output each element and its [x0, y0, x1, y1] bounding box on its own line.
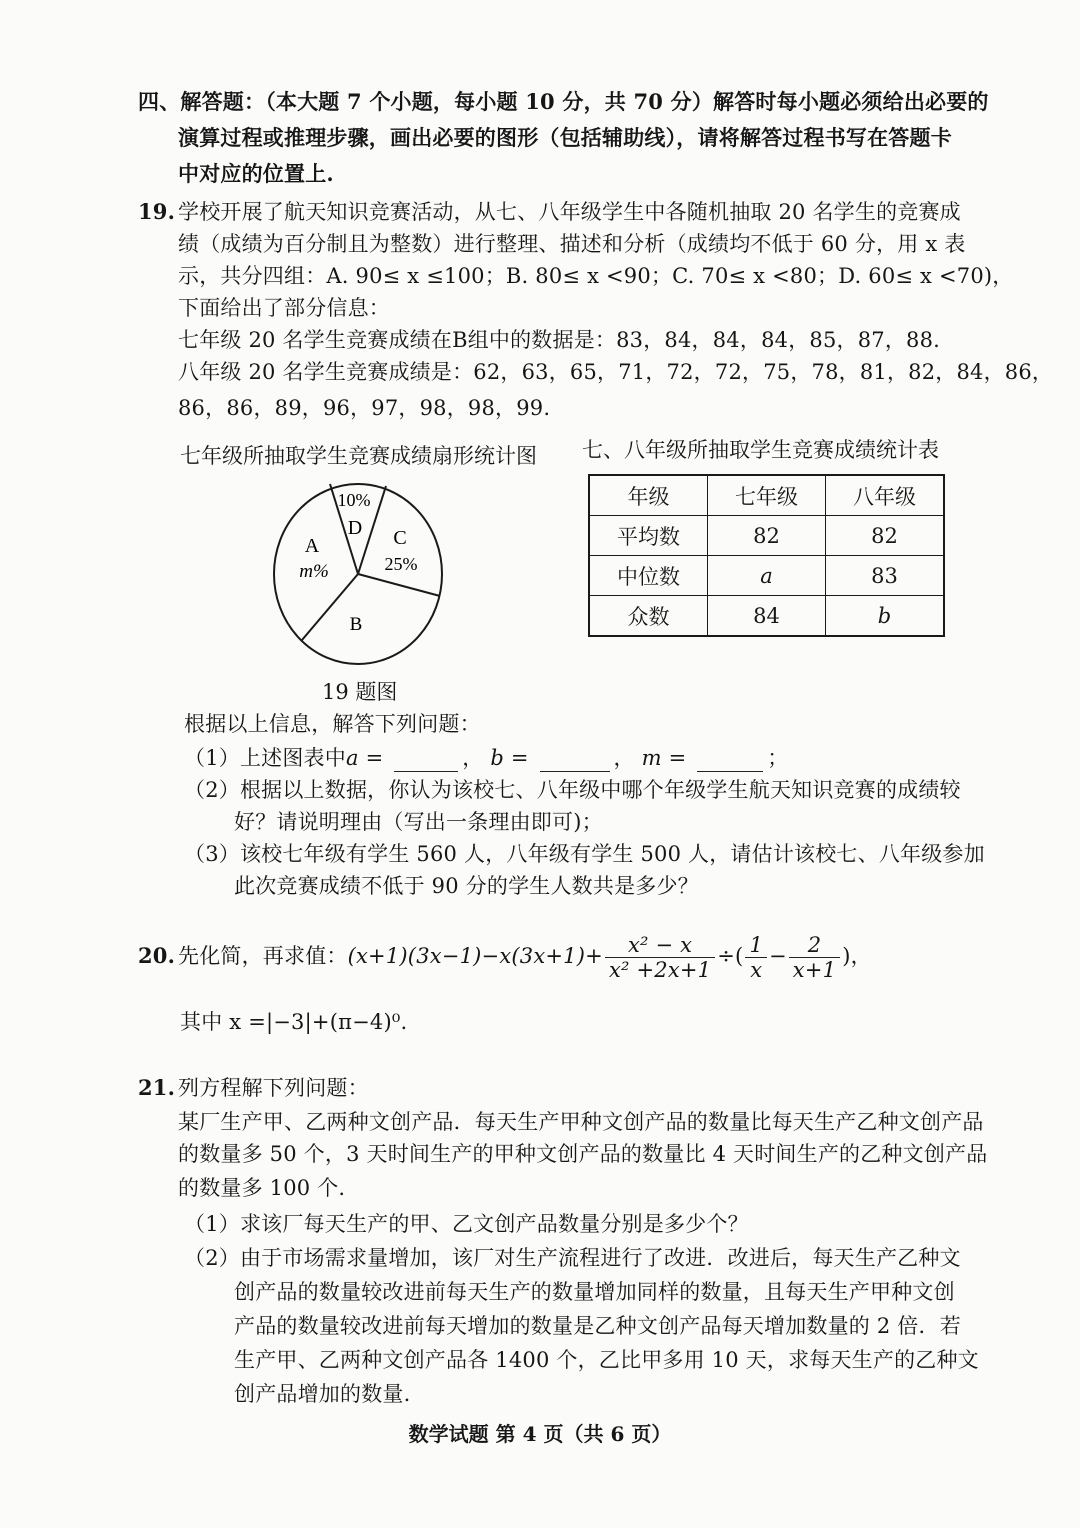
q20-line2: 其中 x =|−3|+(π−4)⁰.: [180, 1010, 408, 1034]
fraction2-denominator: x: [750, 958, 763, 982]
table-header-cell: 七年级: [708, 475, 826, 516]
q19-part3-line1: （3）该校七年级有学生 560 人，八年级有学生 500 人，请估计该校七、八年级参加: [184, 842, 985, 866]
q21-number: 21.: [138, 1075, 176, 1100]
table-cell: 82: [826, 516, 945, 556]
var-a: a: [345, 746, 359, 770]
table-cell: a: [708, 556, 826, 596]
page-footer: 数学试题 第 4 页（共 6 页）: [408, 1422, 672, 1446]
q19-line7: 86，86，89，96，97，98，98，99.: [178, 396, 551, 420]
figure-caption: 19 题图: [322, 680, 398, 704]
answer-blank-b[interactable]: [540, 751, 610, 772]
fraction1-denominator: x² +2x+1: [608, 958, 712, 982]
q19-part2-line2: 好？请说明理由（写出一条理由即可)；: [234, 810, 603, 834]
section-heading-line1: 四、解答题：（本大题 7 个小题，每小题 10 分，共 70 分）解答时每小题必须给出必要的: [138, 89, 989, 114]
answer-blank-a[interactable]: [394, 751, 458, 772]
section-heading-line2: 演算过程或推理步骤，画出必要的图形（包括辅助线），请将解答过程书写在答题卡: [178, 125, 952, 150]
pie-divider-c-b: [358, 574, 440, 596]
table-row: [589, 596, 944, 637]
stat-table-title: 七、八年级所抽取学生竞赛成绩统计表: [582, 438, 939, 462]
q19-part1-text: （1）上述图表中: [184, 746, 346, 770]
q20-division: ÷(: [717, 944, 744, 968]
q20-fraction1: [605, 933, 715, 982]
slice-c-value: 25%: [384, 554, 418, 574]
var-m: m: [641, 746, 662, 770]
q21-line1: 某厂生产甲、乙两种文创产品．每天生产甲种文创产品的数量比每天生产乙种文创产品: [178, 1110, 984, 1134]
stat-table: [588, 474, 945, 637]
q21-part2-line4: 生产甲、乙两种文创产品各 1400 个，乙比甲多用 10 天，求每天生产的乙种文: [234, 1348, 979, 1372]
slice-d-value: 10%: [337, 490, 371, 510]
q21-line2: 的数量多 50 个，3 天时间生产的甲种文创产品的数量比 4 天时间生产的乙种文创产品: [178, 1142, 988, 1166]
q19-line5: 七年级 20 名学生竞赛成绩在B组中的数据是：83，84，84，84，85，87，88.: [178, 328, 941, 352]
q19-line1: 学校开展了航天知识竞赛活动，从七、八年级学生中各随机抽取 20 名学生的竞赛成: [178, 200, 961, 224]
table-header-row: [589, 475, 944, 516]
q20-expression: [178, 920, 872, 992]
table-cell: 中位数: [589, 556, 708, 596]
q19-line4: 下面给出了部分信息：: [178, 296, 390, 320]
fraction1-numerator: x² − x: [605, 933, 715, 958]
var-b: b: [490, 746, 504, 770]
q19-number: 19.: [138, 199, 176, 224]
q19-line2: 绩（成绩为百分制且为整数）进行整理、描述和分析（成绩均不低于 60 分，用 x 表: [178, 232, 966, 256]
fraction2-numerator: 1: [745, 933, 767, 958]
slice-d-label: D: [347, 517, 363, 539]
q19-line3: 示，共分四组：A. 90≤ x ≤100；B. 80≤ x <90；C. 70≤ x <80；D. 60≤ x <70)，: [178, 264, 1014, 288]
slice-b-label: B: [349, 614, 363, 635]
table-row: [589, 516, 944, 556]
table-row: [589, 556, 944, 596]
pie-chart: [262, 472, 452, 668]
q21-part2-line3: 产品的数量较改进前每天增加的数量是乙种文创产品每天增加数量的 2 倍．若: [234, 1314, 961, 1338]
q20-lead: 先化简，再求值：: [178, 944, 348, 968]
q20-fraction3: [789, 933, 840, 982]
table-cell: 平均数: [589, 516, 708, 556]
table-cell: b: [826, 596, 945, 637]
q19-part3-line2: 此次竞赛成绩不低于 90 分的学生人数共是多少？: [234, 874, 699, 898]
table-cell: 84: [708, 596, 826, 637]
table-header-cell: 八年级: [826, 475, 945, 516]
q21-line0: 列方程解下列问题：: [178, 1076, 369, 1100]
fraction3-denominator: x+1: [792, 958, 837, 982]
section-heading-line3: 中对应的位置上.: [178, 161, 334, 186]
slice-a-value: m%: [299, 561, 329, 582]
table-header-cell: 年级: [589, 475, 708, 516]
q20-expr-main: (x+1)(3x−1)−x(3x+1)+: [347, 944, 603, 968]
table-cell: 众数: [589, 596, 708, 637]
slice-a-label: A: [304, 535, 320, 557]
table-cell: 82: [708, 516, 826, 556]
q19-line6: 八年级 20 名学生竞赛成绩是：62，63，65，71，72，72，75，78，81，82，84，86，: [178, 360, 1054, 384]
q20-close: )，: [842, 944, 872, 968]
q21-part1: （1）求该厂每天生产的甲、乙文创产品数量分别是多少个？: [184, 1212, 749, 1236]
q19-part1: （1）上述图表中a = ， b = ， m = ；: [184, 746, 789, 770]
q21-line3: 的数量多 100 个.: [178, 1176, 346, 1200]
fraction3-numerator: 2: [789, 933, 840, 958]
q20-minus: −: [769, 944, 787, 968]
answer-blank-m[interactable]: [697, 751, 763, 772]
q19-intro: 根据以上信息，解答下列问题：: [184, 712, 481, 736]
pie-chart-title: 七年级所抽取学生竞赛成绩扇形统计图: [180, 444, 537, 468]
q21-part2-line5: 创产品增加的数量.: [234, 1382, 411, 1406]
q20-number: 20.: [138, 943, 176, 968]
table-cell: 83: [826, 556, 945, 596]
q21-part2-line1: （2）由于市场需求量增加，该厂对生产流程进行了改进．改进后，每天生产乙种文: [184, 1246, 961, 1270]
q21-part2-line2: 创产品的数量较改进前每天生产的数量增加同样的数量，且每天生产甲种文创: [234, 1280, 955, 1304]
slice-c-label: C: [393, 527, 407, 549]
q19-part2-line1: （2）根据以上数据，你认为该校七、八年级中哪个年级学生航天知识竞赛的成绩较: [184, 778, 961, 802]
q20-fraction2: [745, 933, 767, 982]
